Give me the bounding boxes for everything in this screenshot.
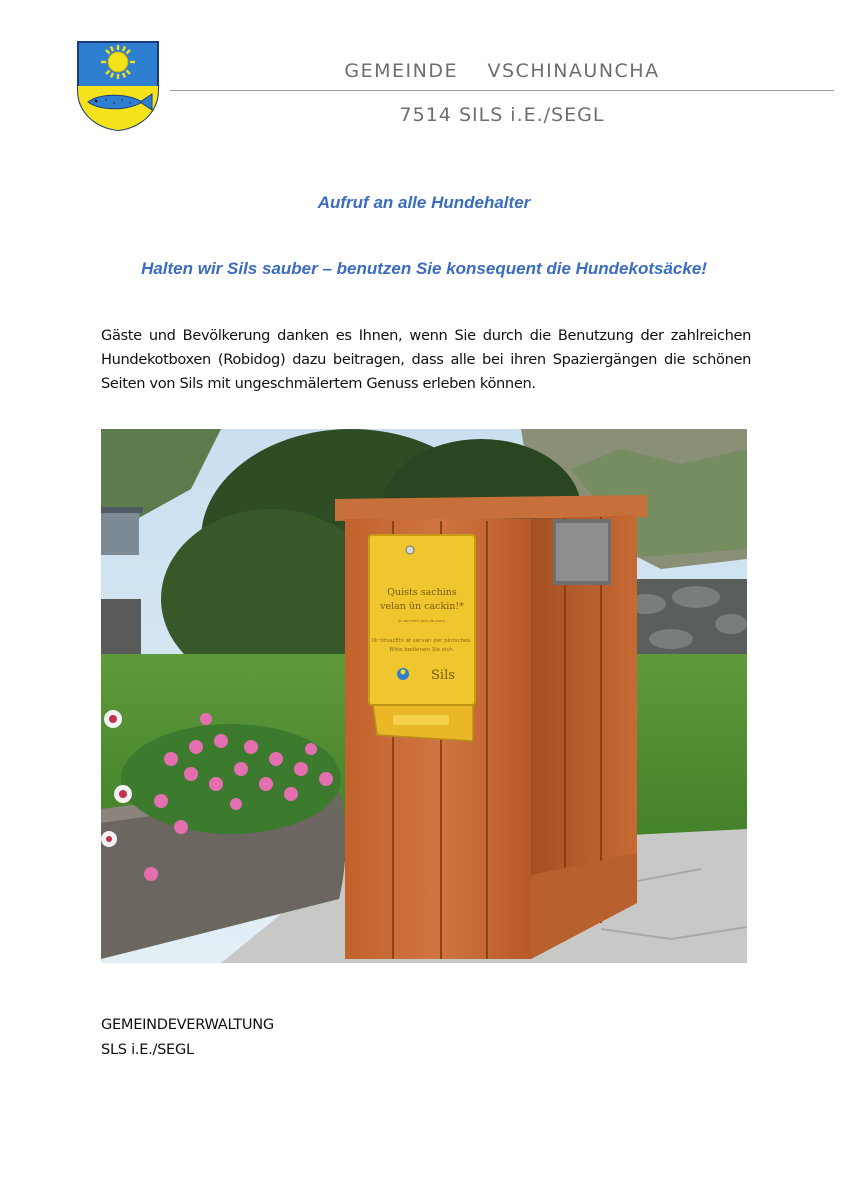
dispenser-text-5: Bitte bedienen Sie sich.	[389, 647, 455, 653]
signature-line-2: SLS i.E./SEGL	[101, 1041, 194, 1058]
bag-dispenser	[369, 535, 475, 741]
dispenser-text-3: Ils sacchetti sono da usare.	[398, 619, 446, 623]
municipality-name: VSCHINAUNCHA	[487, 60, 660, 82]
letterhead-address: 7514 SILS i.E./SEGL	[399, 104, 605, 126]
signature-block	[101, 1012, 274, 1062]
municipal-coat-of-arms-icon	[76, 40, 160, 132]
signature-line-1: GEMEINDEVERWALTUNG	[101, 1016, 274, 1033]
dispenser-text-2: velan ün cackin!*	[380, 601, 464, 612]
dispenser-text-1: Quists sachins	[387, 587, 457, 598]
notice-body: Gäste und Bevölkerung danken es Ihnen, wenn Sie durch die Benutzung der zahlreichen Hundekotboxen (Robidog) dazu beitragen, dass alle bei ihren Spaziergängen die schönen Seiten von Sils mit ungeschmälertem Genuss erleben können.	[101, 327, 751, 392]
notice-subtitle: Halten wir Sils sauber – benutzen Sie konsequent die Hundekotsäcke!	[141, 259, 707, 278]
dispenser-text-4: Or titsacEts at servan per plotsches.	[371, 638, 473, 644]
robidog-box-photo	[101, 429, 747, 963]
dispenser-logo: Sils	[431, 668, 455, 683]
letterhead-municipality	[170, 60, 834, 82]
header-divider	[170, 90, 834, 91]
notice-title: Aufruf an alle Hundehalter	[317, 193, 531, 212]
municipality-label: GEMEINDE	[344, 60, 458, 82]
